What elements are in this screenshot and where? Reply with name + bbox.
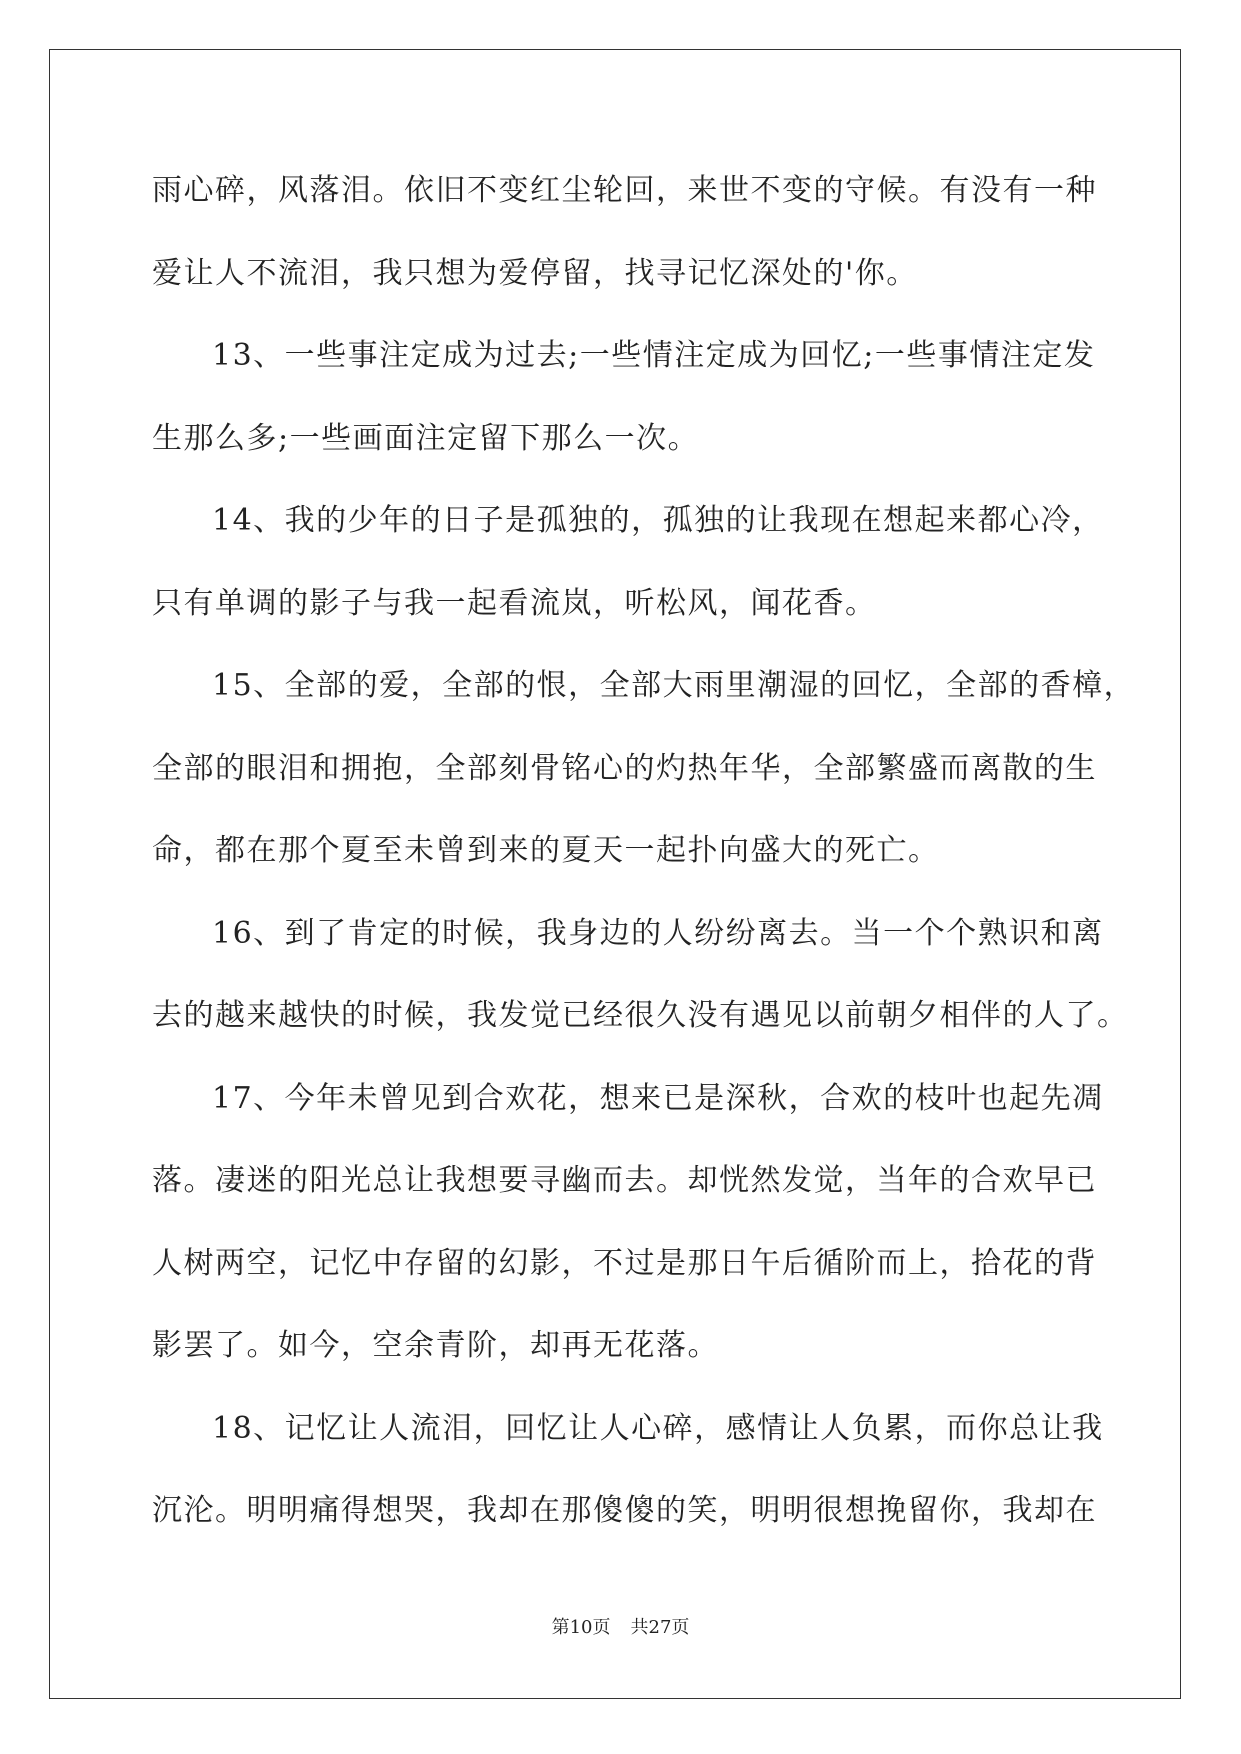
text-line: 17、今年未曾见到合欢花，想来已是深秋，合欢的枝叶也起先凋 [212, 1080, 1104, 1116]
text-line: 全部的眼泪和拥抱，全部刻骨铭心的灼热年华，全部繁盛而离散的生 [152, 750, 1097, 786]
text-line: 生那么多;一些画面注定留下那么一次。 [152, 420, 700, 456]
text-line: 18、记忆让人流泪，回忆让人心碎，感情让人负累，而你总让我 [212, 1410, 1104, 1446]
text-line: 沉沦。明明痛得想哭，我却在那傻傻的笑，明明很想挽留你，我却在 [152, 1493, 1097, 1528]
text-line: 16、到了肯定的时候，我身边的人纷纷离去。当一个个熟识和离 [212, 915, 1104, 951]
text-line: 命，都在那个夏至未曾到来的夏天一起扑向盛大的死亡。 [152, 833, 940, 868]
text-line: 15、全部的爱，全部的恨，全部大雨里潮湿的回忆，全部的香樟， [212, 668, 1136, 703]
text-line: 影罢了。如今，空余青阶，却再无花落。 [152, 1328, 719, 1363]
text-line: 落。凄迷的阳光总让我想要寻幽而去。却恍然发觉，当年的合欢早已 [152, 1163, 1097, 1198]
current-page-number: 第10页 [551, 1617, 611, 1638]
total-page-count: 共27页 [630, 1617, 690, 1638]
document-body [152, 160, 1136, 1563]
text-line: 去的越来越快的时候，我发觉已经很久没有遇见以前朝夕相伴的人了。 [152, 998, 1129, 1033]
text-line: 爱让人不流泪，我只想为爱停留，找寻记忆深处的'你。 [152, 255, 918, 291]
text-line: 只有单调的影子与我一起看流岚，听松风，闻花香。 [152, 585, 877, 621]
text-line: 人树两空，记忆中存留的幻影，不过是那日午后循阶而上，拾花的背 [152, 1245, 1097, 1281]
text-line: 雨心碎，风落泪。依旧不变红尘轮回，来世不变的守候。有没有一种 [152, 173, 1097, 208]
text-line: 13、一些事注定成为过去;一些情注定成为回忆;一些事情注定发 [212, 338, 1096, 373]
text-line: 14、我的少年的日子是孤独的，孤独的让我现在想起来都心冷， [212, 503, 1104, 538]
page-footer [0, 1613, 1241, 1639]
